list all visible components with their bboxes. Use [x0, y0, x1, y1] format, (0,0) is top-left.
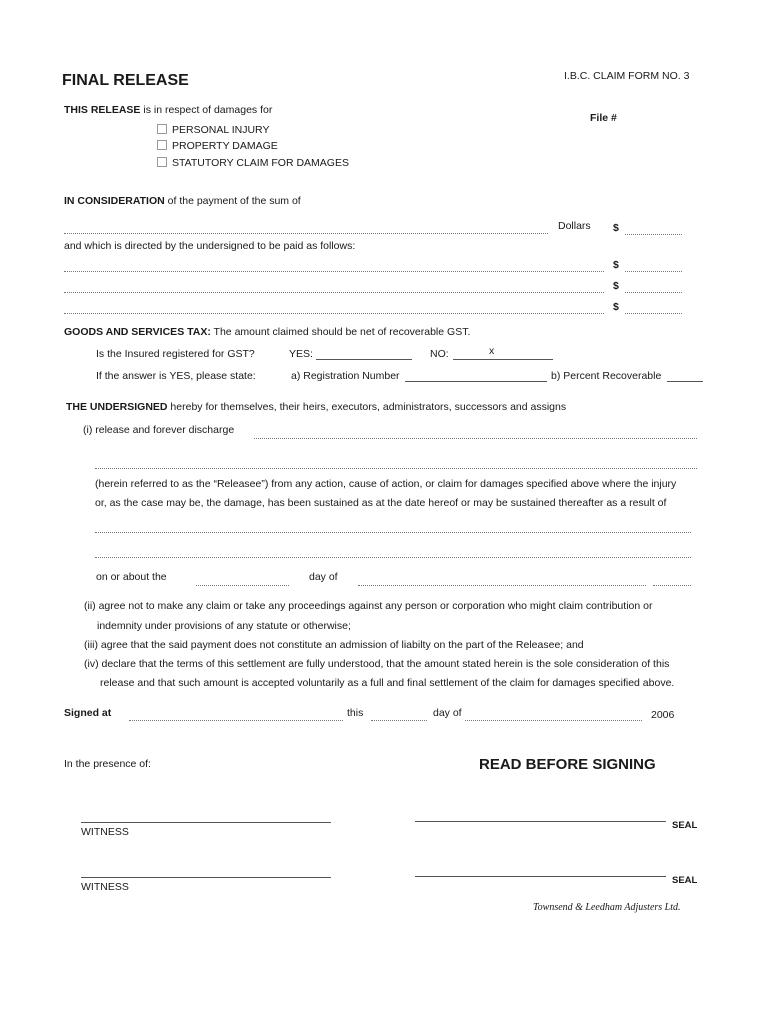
day-field[interactable] — [196, 585, 289, 586]
dollars-label: Dollars — [558, 220, 591, 232]
witness-label-1: WITNESS — [81, 826, 129, 838]
read-before-signing: READ BEFORE SIGNING — [479, 756, 656, 773]
consideration-rest: of the payment of the sum of — [164, 195, 301, 207]
cause-field-1[interactable] — [95, 532, 691, 533]
statutory-claim-checkbox[interactable] — [157, 157, 167, 167]
clause-iv-line-1: (iv) declare that the terms of this settlement are fully understood, that the amount stated herein is the sole consideration of this — [84, 658, 670, 670]
month-field[interactable] — [358, 585, 646, 586]
percent-label: b) Percent Recoverable — [551, 370, 662, 382]
payee-line-2[interactable] — [64, 292, 604, 293]
signed-at-field[interactable] — [129, 720, 343, 721]
release-intro-bold: THIS RELEASE — [64, 104, 141, 116]
day-of-label: day of — [309, 571, 338, 583]
page-title: FINAL RELEASE — [62, 72, 189, 89]
herein-line-1: (herein referred to as the “Releasee”) from any action, cause of action, or claim for damages specified above where the injury — [95, 478, 677, 490]
option-personal-injury[interactable] — [157, 124, 269, 136]
release-intro-rest: is in respect of damages for — [140, 104, 273, 116]
amount-words-field[interactable] — [64, 233, 548, 234]
on-or-about-label: on or about the — [96, 571, 167, 583]
undersigned-intro — [66, 401, 566, 413]
property-damage-checkbox[interactable] — [157, 140, 167, 150]
option-property-damage[interactable] — [157, 140, 278, 152]
signed-year: 2006 — [651, 709, 675, 721]
file-label: File # — [590, 112, 617, 124]
company-name: Townsend & Leedham Adjusters Ltd. — [533, 902, 681, 913]
dollar-sign: $ — [613, 259, 619, 271]
registration-field[interactable] — [405, 381, 547, 382]
form-number: I.B.C. CLAIM FORM NO. 3 — [564, 70, 690, 82]
seal-signature-line-2[interactable] — [415, 876, 666, 877]
consideration-bold: IN CONSIDERATION — [64, 195, 165, 207]
gst-yes-field[interactable] — [316, 359, 412, 360]
payee-line-3[interactable] — [64, 313, 604, 314]
gst-no-field[interactable] — [453, 359, 553, 360]
gst-bold: GOODS AND SERVICES TAX: — [64, 326, 211, 338]
witness-signature-line-2[interactable] — [81, 877, 331, 878]
witness-label-2: WITNESS — [81, 881, 129, 893]
clause-iii: (iii) agree that the said payment does not constitute an admission of liabilty on the part of the Releasee; and — [84, 639, 584, 651]
seal-signature-line-1[interactable] — [415, 821, 666, 822]
year-field[interactable] — [653, 585, 691, 586]
gst-no-label: NO: — [430, 348, 449, 360]
clause-ii-line-1: (ii) agree not to make any claim or take any proceedings against any person or corporation who might claim contribution or — [84, 600, 653, 612]
directed-text: and which is directed by the undersigned to be paid as follows: — [64, 240, 356, 252]
payee-amount-1[interactable] — [625, 271, 682, 272]
payee-line-1[interactable] — [64, 271, 604, 272]
clause-ii-line-2: indemnity under provisions of any statute or otherwise; — [97, 620, 351, 632]
releasee-field-1[interactable] — [254, 438, 697, 439]
undersigned-rest: hereby for themselves, their heirs, executors, administrators, successors and assigns — [167, 401, 567, 413]
gst-if-yes: If the answer is YES, please state: — [96, 370, 256, 382]
gst-yes-label: YES: — [289, 348, 313, 360]
release-intro — [64, 104, 272, 116]
herein-line-2: or, as the case may be, the damage, has been sustained as at the date hereof or may be sustained thereafter as a result of — [95, 497, 667, 509]
percent-field[interactable] — [667, 381, 703, 382]
this-label: this — [347, 707, 364, 719]
registration-label: a) Registration Number — [291, 370, 400, 382]
dollar-sign: $ — [613, 301, 619, 313]
personal-injury-checkbox[interactable] — [157, 124, 167, 134]
amount-field[interactable] — [625, 234, 682, 235]
clause-i: (i) release and forever discharge — [83, 424, 235, 436]
option-label: PROPERTY DAMAGE — [172, 140, 278, 152]
option-label: PERSONAL INJURY — [172, 124, 270, 136]
witness-signature-line-1[interactable] — [81, 822, 331, 823]
gst-rest: The amount claimed should be net of recoverable GST. — [210, 326, 471, 338]
presence-label: In the presence of: — [64, 758, 151, 770]
option-statutory-claim[interactable] — [157, 157, 349, 169]
dollar-sign: $ — [613, 222, 619, 234]
signed-day-field[interactable] — [371, 720, 427, 721]
gst-question: Is the Insured registered for GST? — [96, 348, 255, 360]
releasee-field-2[interactable] — [95, 468, 697, 469]
gst-heading — [64, 326, 470, 338]
gst-no-value: x — [489, 345, 495, 357]
payee-amount-2[interactable] — [625, 292, 682, 293]
dollar-sign: $ — [613, 280, 619, 292]
cause-field-2[interactable] — [95, 557, 691, 558]
consideration-intro — [64, 195, 301, 207]
seal-label-2: SEAL — [672, 875, 698, 886]
option-label: STATUTORY CLAIM FOR DAMAGES — [172, 157, 349, 169]
clause-iv-line-2: release and that such amount is accepted voluntarily as a full and final settlement of the claim for damages specified above. — [100, 677, 675, 689]
payee-amount-3[interactable] — [625, 313, 682, 314]
seal-label-1: SEAL — [672, 820, 698, 831]
undersigned-bold: THE UNDERSIGNED — [66, 401, 168, 413]
signed-at-label: Signed at — [64, 707, 112, 719]
signed-day-of-label: day of — [433, 707, 462, 719]
signed-month-field[interactable] — [465, 720, 642, 721]
